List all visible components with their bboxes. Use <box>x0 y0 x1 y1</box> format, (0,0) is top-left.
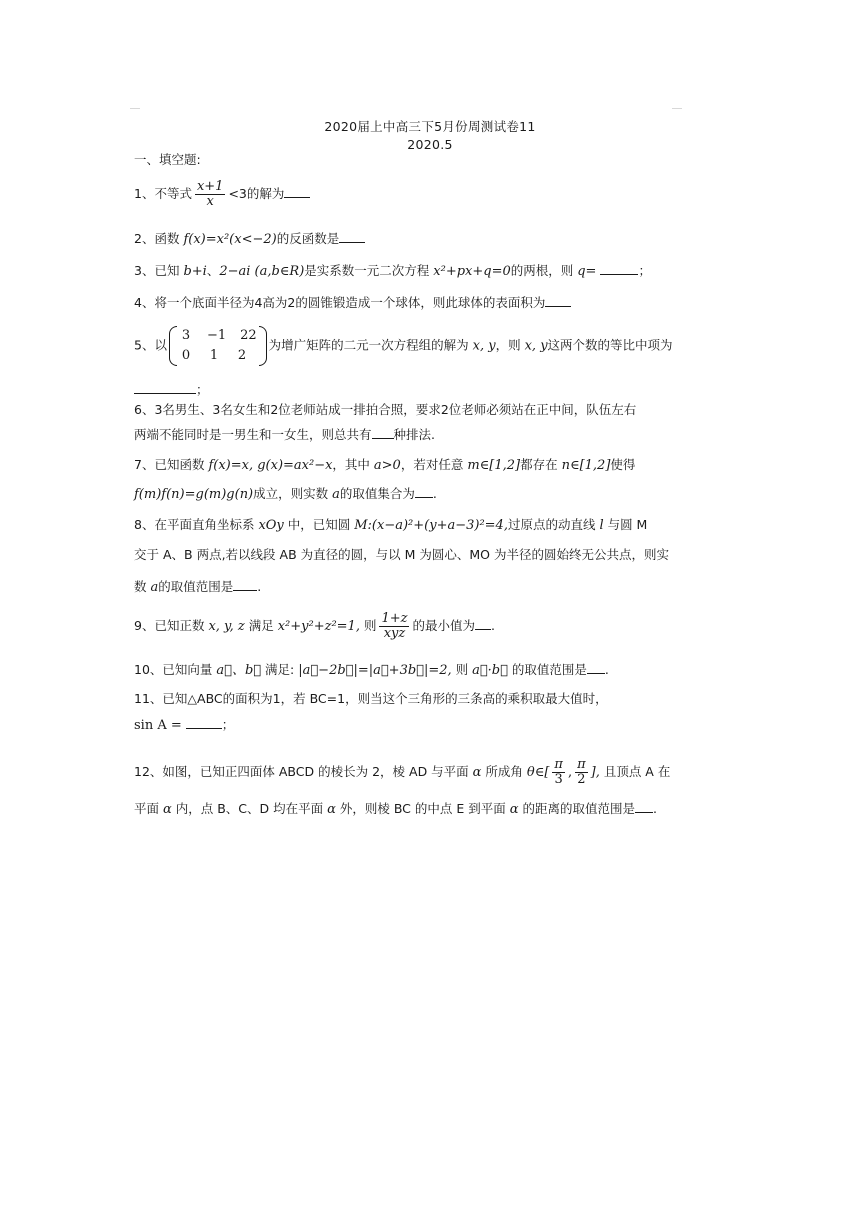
q7-math-3: m∈[1,2] <box>467 458 521 473</box>
q12-f2-denominator: 2 <box>577 772 586 787</box>
question-6-cont <box>134 426 435 443</box>
matrix-cell: 22 <box>240 328 257 343</box>
q12-math-6: α <box>509 802 519 817</box>
q4-answer-blank[interactable] <box>545 294 571 307</box>
q7-text-1: ，其中 <box>332 457 374 472</box>
q7-math-4: n∈[1,2] <box>561 458 611 473</box>
q7-math-2: a>0 <box>373 458 401 473</box>
q8-answer-blank[interactable] <box>233 578 257 591</box>
q12-text-4: 外，则棱 BC 的中点 E 到平面 <box>335 801 510 816</box>
q7-math-5: f(m)f(n)=g(m)g(n) <box>134 487 254 502</box>
q12-f2-numerator: π <box>577 757 586 772</box>
q12-text-5: 的距离的取值范围是 <box>518 801 635 816</box>
q7-text-4: 成立，则实数 <box>253 486 333 501</box>
q12-f1-denominator: 3 <box>554 772 563 787</box>
q1-fraction <box>195 180 226 209</box>
question-7-cont <box>134 485 437 503</box>
q3-math-4: q= <box>577 264 597 279</box>
question-5-cont <box>134 381 209 398</box>
q3-end: ； <box>638 263 651 278</box>
question-2 <box>134 230 365 248</box>
q12-math-2: θ∈[ <box>526 765 550 780</box>
q9-denominator: xyz <box>383 626 406 641</box>
q3-math-1: b+i <box>183 264 207 279</box>
q9-math-1: x, y, z <box>208 619 245 634</box>
q5-answer-blank[interactable] <box>134 381 196 394</box>
question-3 <box>134 262 651 280</box>
question-9 <box>134 612 495 641</box>
q8-math-2: M:(x−a)²+(y+a−3)²=4, <box>354 518 508 533</box>
q9-numerator: 1+z <box>381 611 408 626</box>
q8-text-4: 的取值范围是 <box>158 579 234 594</box>
q8-text-2: 过原点的动直线 <box>507 517 600 532</box>
q5-text-2: ，则 <box>495 337 525 353</box>
q11-end: ； <box>221 717 235 732</box>
q10-text-2: 则 <box>451 662 473 677</box>
q10-suffix: 的取值范围是 <box>507 662 587 677</box>
q1-prefix: 1、不等式 <box>134 186 192 201</box>
q7-text-2: ，若对任意 <box>400 457 468 472</box>
q12-fraction-2 <box>575 758 588 787</box>
q12-text-3: 内，点 B、C、D 均在平面 <box>171 801 328 816</box>
q9-suffix: 的最小值为 <box>412 618 475 633</box>
q12-answer-blank[interactable] <box>635 800 653 813</box>
q5-prefix: 5、以 <box>134 337 167 353</box>
q1-suffix: <3的解为 <box>228 186 285 201</box>
question-4 <box>134 294 571 311</box>
q7-end: . <box>432 486 437 501</box>
question-12 <box>134 758 670 787</box>
q8-suffix: 与圆 M <box>603 517 648 532</box>
scan-edge-left <box>130 108 140 109</box>
q9-math-2: x²+y²+z²=1, <box>277 619 360 634</box>
exam-title: 2020届上中高三下5月份周测试卷11 <box>324 119 536 134</box>
q6-end: 种排法. <box>393 427 435 442</box>
q6-answer-blank[interactable] <box>372 426 394 439</box>
q10-answer-blank[interactable] <box>587 661 605 674</box>
q7-prefix: 7、已知函数 <box>134 457 209 472</box>
q12-math-5: α <box>327 802 336 817</box>
q2-prefix: 2、函数 <box>134 231 184 246</box>
q8-math-4: a <box>150 580 159 595</box>
q8-math-3: l <box>599 518 604 533</box>
q2-suffix: 的反函数是 <box>276 231 340 246</box>
question-10 <box>134 661 609 679</box>
q12-prefix: 12、如图，已知正四面体 ABCD 的棱长为 2，棱 AD 与平面 <box>134 764 473 779</box>
q12-fraction-1 <box>552 758 565 787</box>
q7-answer-blank[interactable] <box>415 485 433 498</box>
q3-text-1: 是实系数一元二次方程 <box>304 263 434 278</box>
q8-math-1: xOy <box>258 518 284 533</box>
q1-answer-blank[interactable] <box>284 185 310 198</box>
q7-math-6: a <box>332 487 340 502</box>
q3-sep-1: 、 <box>206 263 220 278</box>
matrix-row-1 <box>179 326 257 346</box>
matrix-right-bracket <box>259 326 267 366</box>
q11-math-1: sin A = <box>134 718 182 733</box>
q3-math-3: x²+px+q=0 <box>433 264 511 279</box>
q7-math-1: f(x)=x, g(x)=ax²−x <box>208 458 333 473</box>
q9-fraction <box>379 612 409 641</box>
q12-math-1: α <box>472 765 482 780</box>
q9-text-1: 满足 <box>244 618 278 633</box>
q5-suffix: 这两个数的等比中项为 <box>547 337 673 353</box>
q8-prefix: 8、在平面直角坐标系 <box>134 517 259 532</box>
scan-edge-right <box>672 108 682 109</box>
q2-math: f(x)=x²(x<−2) <box>183 232 277 247</box>
q8-end: . <box>257 579 262 594</box>
question-5 <box>134 326 673 366</box>
question-11-cont <box>134 716 234 734</box>
q10-prefix: 10、已知向量 <box>134 662 217 677</box>
q5-end: ； <box>196 382 209 397</box>
exam-date: 2020.5 <box>407 137 453 152</box>
q3-math-2: 2−ai (a,b∈R) <box>219 264 305 279</box>
question-7 <box>134 457 635 474</box>
q10-math-3: a⃗·b⃗ <box>472 663 508 678</box>
q2-answer-blank[interactable] <box>339 230 365 243</box>
question-12-cont <box>134 800 657 818</box>
q1-denominator: x <box>206 194 214 209</box>
q10-math-2: |a⃗−2b⃗|=|a⃗+3b⃗|=2, <box>298 663 452 678</box>
q9-answer-blank[interactable] <box>475 617 491 630</box>
q12-math-3: ], <box>590 765 600 780</box>
q6-text: 两端不能同时是一男生和一女生，则总共有 <box>134 427 372 442</box>
matrix-row-2 <box>179 346 257 366</box>
q8-text-1: 中，已知圆 <box>283 517 355 532</box>
q3-text-2: 的两根，则 <box>510 263 578 278</box>
matrix-cell: 2 <box>237 348 247 363</box>
q7-text-5: 的取值集合为 <box>339 486 415 501</box>
q12-text-2: 平面 <box>134 801 163 816</box>
q9-prefix: 9、已知正数 <box>134 618 209 633</box>
q9-end: . <box>490 618 495 633</box>
matrix-cell: 0 <box>181 348 191 363</box>
q5-text-1: 为增广矩阵的二元一次方程组的解为 <box>268 337 473 353</box>
question-8-cont: 交于 A、B 两点,若以线段 AB 为直径的圆，与以 M 为圆心、MO 为半径的圆始终无公共点，则实 <box>134 547 669 562</box>
matrix-cell: 3 <box>181 328 191 343</box>
q12-suffix: 且顶点 A 在 <box>599 764 671 779</box>
q10-end: . <box>604 662 609 677</box>
q11-answer-blank[interactable] <box>186 716 222 729</box>
q5-augmented-matrix <box>169 326 267 366</box>
matrix-cell: 1 <box>209 348 219 363</box>
matrix-left-bracket <box>169 326 177 366</box>
q5-math-1: x, y <box>472 338 496 354</box>
q3-prefix: 3、已知 <box>134 263 184 278</box>
section-heading: 一、填空题: <box>134 152 201 167</box>
q10-text-1: 满足: <box>261 662 299 677</box>
q12-comma: , <box>567 765 573 780</box>
question-8 <box>134 517 647 534</box>
q4-text: 4、将一个底面半径为4高为2的圆锥锻造成一个球体，则此球体的表面积为 <box>134 295 546 310</box>
q7-text-3: 都存在 <box>520 457 562 472</box>
q8-text-3: 数 <box>134 579 151 594</box>
q5-math-2: x, y <box>524 338 548 354</box>
q9-text-2: 则 <box>359 618 377 633</box>
question-8-cont-2 <box>134 578 261 596</box>
matrix-cell: −1 <box>206 328 227 343</box>
q12-end: . <box>652 801 657 816</box>
q7-suffix: 使得 <box>610 457 636 472</box>
q12-f1-numerator: π <box>554 757 563 772</box>
question-6: 6、3名男生、3名女生和2位老师站成一排拍合照，要求2位老师必须站在正中间，队伍左右 <box>134 402 637 417</box>
question-1 <box>134 180 310 209</box>
q12-text-1: 所成角 <box>481 764 527 779</box>
q1-numerator: x+1 <box>196 179 224 194</box>
q3-answer-blank[interactable] <box>600 262 638 275</box>
q12-math-4: α <box>162 802 172 817</box>
q10-math-1: a⃗、b⃗ <box>216 663 262 678</box>
question-11: 11、已知△ABC的面积为1，若 BC=1，则当这个三角形的三条高的乘积取最大值时， <box>134 691 608 706</box>
